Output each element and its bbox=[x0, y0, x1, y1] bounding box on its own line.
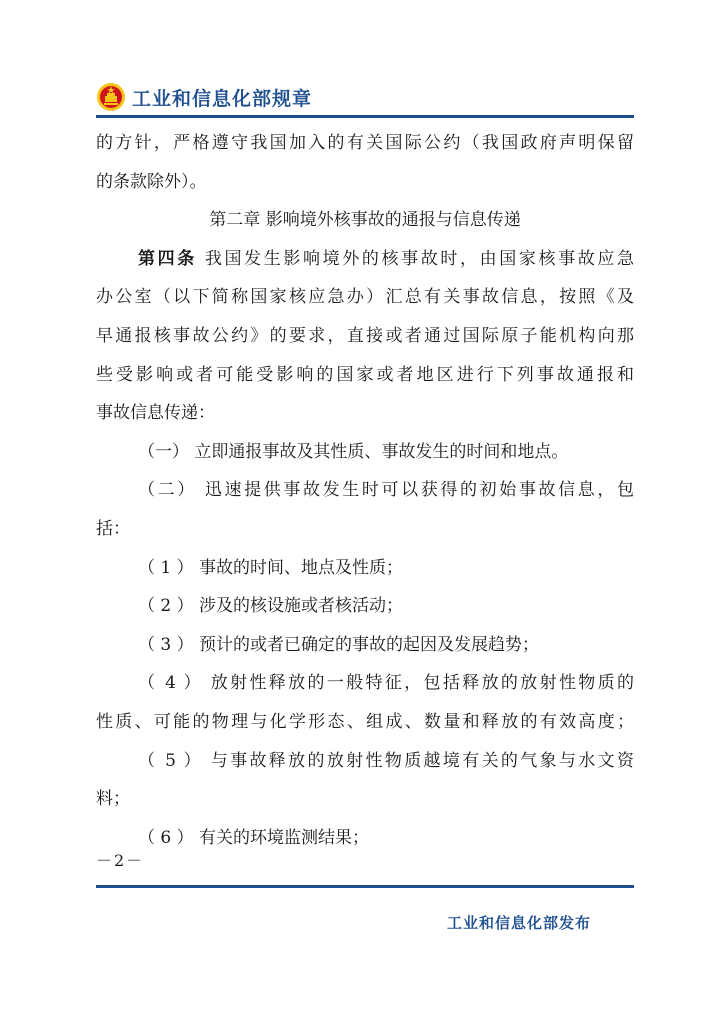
paragraph-line: 早通报核事故公约》的要求，直接或者通过国际原子能机构向那 bbox=[96, 325, 634, 346]
list-item: （二） 迅速提供事故发生时可以获得的初始事故信息，包 bbox=[138, 480, 634, 501]
paragraph-line: 事故信息传递： bbox=[96, 403, 215, 424]
sub-list-item: （ 5 ） 与事故释放的放射性物质越境有关的气象与水文资 bbox=[138, 750, 634, 771]
header-rule bbox=[96, 115, 634, 118]
document-body bbox=[96, 124, 634, 857]
paragraph-line: 办公室（以下简称国家核应急办）汇总有关事故信息，按照《及 bbox=[96, 287, 634, 308]
paragraph-line: 的条款除外）。 bbox=[96, 171, 207, 192]
chapter-title: 第二章 影响境外核事故的通报与信息传递 bbox=[209, 210, 521, 231]
paragraph-line: 性质、可能的物理与化学形态、组成、数量和释放的有效高度； bbox=[96, 711, 634, 732]
paragraph-line: 括： bbox=[96, 518, 130, 539]
page-number: －2－ bbox=[96, 851, 145, 870]
article-text: 我国发生影响境外的核事故时，由国家核事故应急 bbox=[204, 248, 634, 269]
article-label: 第四条 bbox=[138, 248, 197, 269]
sub-list-item: （ 3 ） 预计的或者已确定的事故的起因及发展趋势； bbox=[138, 634, 540, 655]
sub-list-item: （ 1 ） 事故的时间、地点及性质； bbox=[138, 557, 404, 578]
sub-list-item: （ 6 ） 有关的环境监测结果； bbox=[138, 827, 370, 848]
sub-list-item: （ 2 ） 涉及的核设施或者核活动； bbox=[138, 596, 404, 617]
paragraph-line: 些受影响或者可能受影响的国家或者地区进行下列事故通报和 bbox=[96, 364, 634, 385]
footer-publisher: 工业和信息化部发布 bbox=[446, 914, 591, 932]
paragraph-line: 的方针，严格遵守我国加入的有关国际公约（我国政府声明保留 bbox=[96, 133, 634, 153]
national-emblem-icon bbox=[96, 82, 126, 112]
header-title: 工业和信息化部规章 bbox=[132, 87, 313, 110]
list-item: （一） 立即通报事故及其性质、事故发生的时间和地点。 bbox=[138, 441, 569, 462]
paragraph-line: 料； bbox=[96, 789, 130, 810]
article-first-line bbox=[96, 240, 634, 279]
sub-list-item: （ 4 ） 放射性释放的一般特征，包括释放的放射性物质的 bbox=[138, 673, 634, 694]
page-header bbox=[96, 80, 312, 114]
footer-rule bbox=[96, 885, 634, 888]
